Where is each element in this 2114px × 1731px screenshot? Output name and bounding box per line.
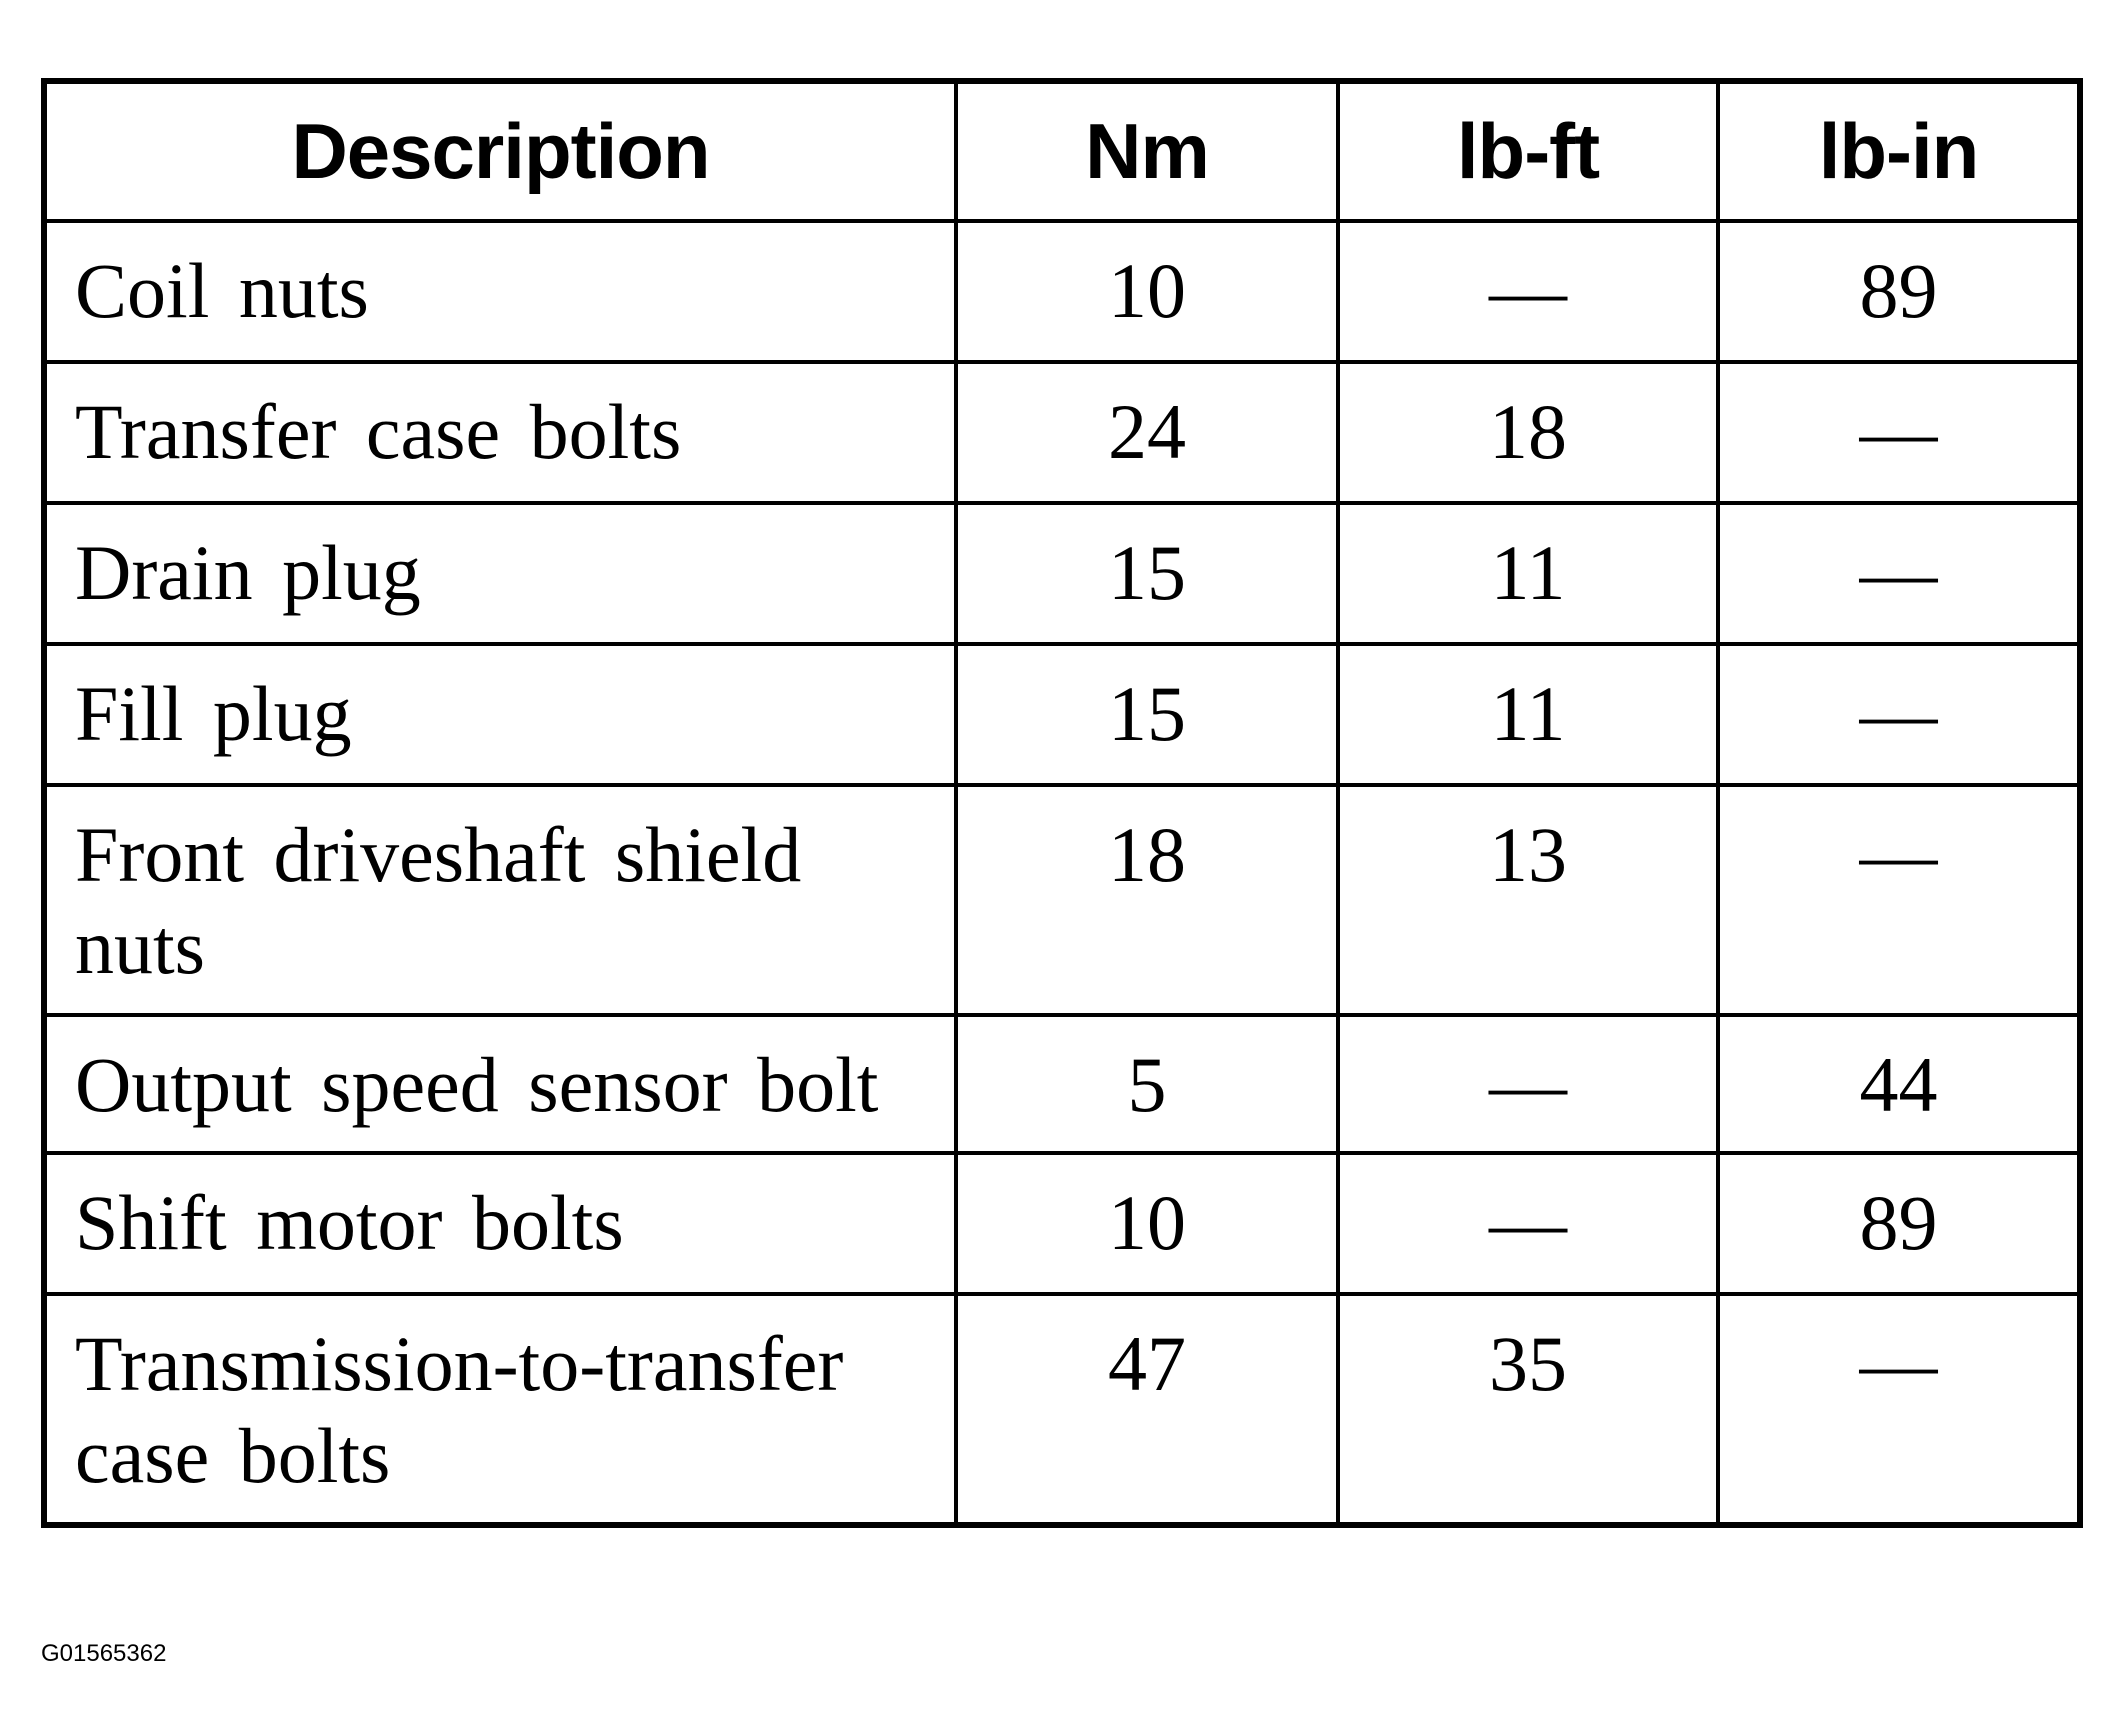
row-nm: 15: [956, 503, 1338, 644]
row-nm: 47: [956, 1294, 1338, 1525]
header-lb-ft: lb-ft: [1338, 81, 1718, 221]
row-lb-in: 89: [1718, 1153, 2080, 1294]
row-nm: 10: [956, 1153, 1338, 1294]
row-lb-ft: 35: [1338, 1294, 1718, 1525]
row-lb-in: 44: [1718, 1015, 2080, 1153]
torque-spec-table: [41, 78, 2083, 1528]
row-nm: 5: [956, 1015, 1338, 1153]
row-description: Coil nuts: [44, 221, 956, 362]
row-lb-ft: 18: [1338, 362, 1718, 503]
row-lb-ft: —: [1338, 221, 1718, 362]
row-lb-ft: —: [1338, 1015, 1718, 1153]
header-description: Description: [44, 81, 956, 221]
table-row: [44, 644, 2080, 785]
header-row: [44, 81, 2080, 221]
figure-code: G01565362: [41, 1640, 167, 1667]
row-lb-in: —: [1718, 644, 2080, 785]
row-lb-in: 89: [1718, 221, 2080, 362]
row-lb-ft: 11: [1338, 644, 1718, 785]
table-row: [44, 503, 2080, 644]
header-lb-in: lb-in: [1718, 81, 2080, 221]
table-row: [44, 1294, 2080, 1525]
row-description: Drain plug: [44, 503, 956, 644]
row-nm: 15: [956, 644, 1338, 785]
row-nm: 10: [956, 221, 1338, 362]
table-row: [44, 221, 2080, 362]
row-description: Front driveshaft shield nuts: [44, 785, 956, 1015]
row-nm: 24: [956, 362, 1338, 503]
header-nm: Nm: [956, 81, 1338, 221]
row-description: Shift motor bolts: [44, 1153, 956, 1294]
table-row: [44, 362, 2080, 503]
row-lb-in: —: [1718, 1294, 2080, 1525]
row-lb-in: —: [1718, 503, 2080, 644]
row-lb-ft: —: [1338, 1153, 1718, 1294]
row-description: Transfer case bolts: [44, 362, 956, 503]
row-lb-ft: 11: [1338, 503, 1718, 644]
table-row: [44, 785, 2080, 1015]
row-nm: 18: [956, 785, 1338, 1015]
row-lb-in: —: [1718, 785, 2080, 1015]
row-description: Output speed sensor bolt: [44, 1015, 956, 1153]
row-description: Transmission-to-transfer case bolts: [44, 1294, 956, 1525]
row-description: Fill plug: [44, 644, 956, 785]
table-row: [44, 1015, 2080, 1153]
row-lb-ft: 13: [1338, 785, 1718, 1015]
row-lb-in: —: [1718, 362, 2080, 503]
table-row: [44, 1153, 2080, 1294]
